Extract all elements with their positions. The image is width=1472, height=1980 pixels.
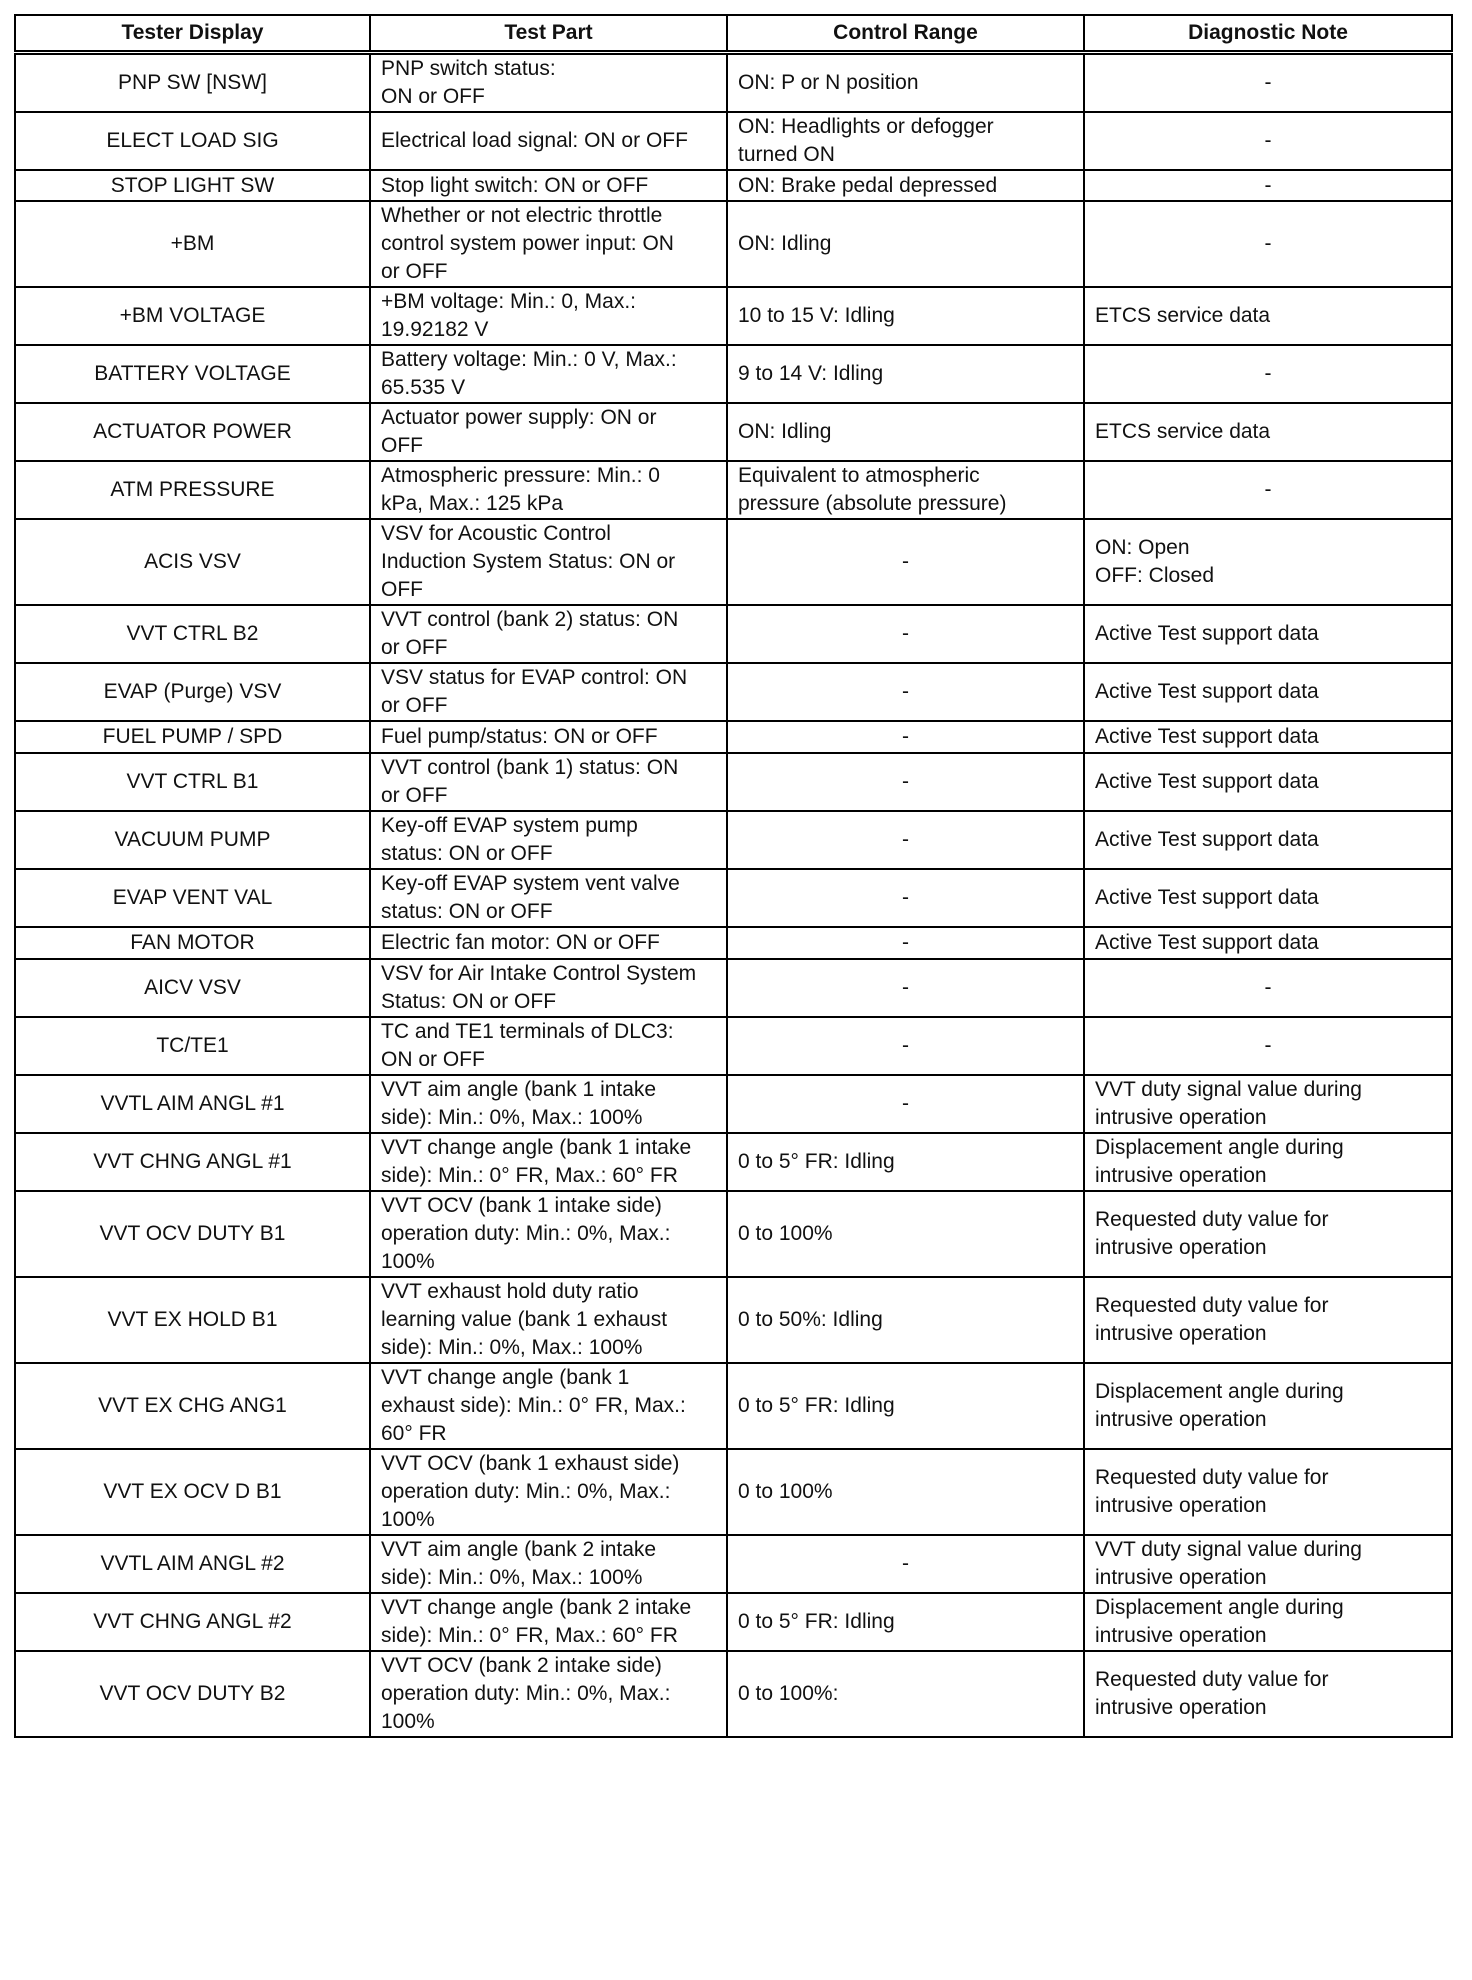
- test-part-cell: PNP switch status: ON or OFF: [370, 53, 727, 113]
- diagnostic-note-cell: ETCS service data: [1084, 403, 1452, 461]
- table-row: [15, 927, 1452, 959]
- test-part-cell: VVT change angle (bank 1 intake side): Min.: 0° FR, Max.: 60° FR: [370, 1133, 727, 1191]
- table-row: [15, 605, 1452, 663]
- control-range-cell: ON: Headlights or defogger turned ON: [727, 112, 1084, 170]
- diagnostic-note-cell: Requested duty value for intrusive operation: [1084, 1449, 1452, 1535]
- test-part-cell: Actuator power supply: ON or OFF: [370, 403, 727, 461]
- header-row: [15, 15, 1452, 53]
- test-part-cell: Electrical load signal: ON or OFF: [370, 112, 727, 170]
- diagnostic-note-cell: Active Test support data: [1084, 869, 1452, 927]
- test-part-cell: VVT OCV (bank 2 intake side) operation duty: Min.: 0%, Max.: 100%: [370, 1651, 727, 1737]
- diagnostic-note-cell: VVT duty signal value during intrusive operation: [1084, 1075, 1452, 1133]
- tester-display-cell: FUEL PUMP / SPD: [15, 721, 370, 753]
- test-part-cell: VSV for Air Intake Control System Status: ON or OFF: [370, 959, 727, 1017]
- control-range-cell: 9 to 14 V: Idling: [727, 345, 1084, 403]
- table-row: [15, 721, 1452, 753]
- table-row: [15, 112, 1452, 170]
- tester-display-cell: VVT CTRL B1: [15, 753, 370, 811]
- table-row: [15, 1277, 1452, 1363]
- control-range-cell: -: [727, 959, 1084, 1017]
- control-range-cell: -: [727, 753, 1084, 811]
- tester-display-cell: TC/TE1: [15, 1017, 370, 1075]
- table-row: [15, 461, 1452, 519]
- table-row: [15, 1449, 1452, 1535]
- diagnostic-note-cell: Active Test support data: [1084, 753, 1452, 811]
- diagnostic-note-cell: -: [1084, 201, 1452, 287]
- tester-display-cell: ATM PRESSURE: [15, 461, 370, 519]
- test-part-cell: Fuel pump/status: ON or OFF: [370, 721, 727, 753]
- control-range-cell: 0 to 5° FR: Idling: [727, 1133, 1084, 1191]
- diagnostic-note-cell: ON: Open OFF: Closed: [1084, 519, 1452, 605]
- tester-display-cell: EVAP (Purge) VSV: [15, 663, 370, 721]
- diagnostic-note-cell: Active Test support data: [1084, 811, 1452, 869]
- tester-display-cell: EVAP VENT VAL: [15, 869, 370, 927]
- diagnostic-note-cell: -: [1084, 345, 1452, 403]
- test-part-cell: Electric fan motor: ON or OFF: [370, 927, 727, 959]
- test-part-cell: TC and TE1 terminals of DLC3: ON or OFF: [370, 1017, 727, 1075]
- tester-display-cell: VVTL AIM ANGL #1: [15, 1075, 370, 1133]
- control-range-cell: ON: P or N position: [727, 53, 1084, 113]
- table-row: [15, 1651, 1452, 1737]
- table-row: [15, 1191, 1452, 1277]
- test-part-cell: Atmospheric pressure: Min.: 0 kPa, Max.: 125 kPa: [370, 461, 727, 519]
- table-row: [15, 170, 1452, 201]
- diagnostic-note-cell: Requested duty value for intrusive operation: [1084, 1191, 1452, 1277]
- control-range-cell: 0 to 5° FR: Idling: [727, 1593, 1084, 1651]
- tester-display-cell: PNP SW [NSW]: [15, 53, 370, 113]
- tester-display-cell: ACIS VSV: [15, 519, 370, 605]
- test-part-cell: Whether or not electric throttle control system power input: ON or OFF: [370, 201, 727, 287]
- control-range-cell: -: [727, 663, 1084, 721]
- data-list-table: [14, 14, 1453, 1738]
- table-row: [15, 201, 1452, 287]
- control-range-cell: 0 to 100%:: [727, 1651, 1084, 1737]
- table-row: [15, 1017, 1452, 1075]
- table-header: [15, 15, 1452, 53]
- control-range-cell: ON: Brake pedal depressed: [727, 170, 1084, 201]
- table-row: [15, 869, 1452, 927]
- tester-display-cell: VVTL AIM ANGL #2: [15, 1535, 370, 1593]
- header-test-part: Test Part: [370, 15, 727, 53]
- tester-display-cell: VVT OCV DUTY B1: [15, 1191, 370, 1277]
- diagnostic-note-cell: VVT duty signal value during intrusive operation: [1084, 1535, 1452, 1593]
- diagnostic-note-cell: -: [1084, 1017, 1452, 1075]
- test-part-cell: VVT control (bank 1) status: ON or OFF: [370, 753, 727, 811]
- control-range-cell: Equivalent to atmospheric pressure (absolute pressure): [727, 461, 1084, 519]
- table-row: [15, 403, 1452, 461]
- control-range-cell: -: [727, 1535, 1084, 1593]
- tester-display-cell: BATTERY VOLTAGE: [15, 345, 370, 403]
- header-tester-display: Tester Display: [15, 15, 370, 53]
- table-row: [15, 519, 1452, 605]
- tester-display-cell: ACTUATOR POWER: [15, 403, 370, 461]
- tester-display-cell: VVT EX OCV D B1: [15, 1449, 370, 1535]
- control-range-cell: 0 to 50%: Idling: [727, 1277, 1084, 1363]
- diagnostic-note-cell: Active Test support data: [1084, 927, 1452, 959]
- control-range-cell: ON: Idling: [727, 403, 1084, 461]
- header-control-range: Control Range: [727, 15, 1084, 53]
- diagnostic-note-cell: Displacement angle during intrusive operation: [1084, 1133, 1452, 1191]
- diagnostic-note-cell: ETCS service data: [1084, 287, 1452, 345]
- tester-display-cell: STOP LIGHT SW: [15, 170, 370, 201]
- table-row: [15, 811, 1452, 869]
- diagnostic-note-cell: -: [1084, 53, 1452, 113]
- table-row: [15, 1593, 1452, 1651]
- diagnostic-note-cell: Requested duty value for intrusive operation: [1084, 1277, 1452, 1363]
- diagnostic-note-cell: Requested duty value for intrusive operation: [1084, 1651, 1452, 1737]
- test-part-cell: VVT aim angle (bank 1 intake side): Min.: 0%, Max.: 100%: [370, 1075, 727, 1133]
- test-part-cell: VVT aim angle (bank 2 intake side): Min.: 0%, Max.: 100%: [370, 1535, 727, 1593]
- diagnostic-note-cell: -: [1084, 461, 1452, 519]
- control-range-cell: -: [727, 519, 1084, 605]
- tester-display-cell: VVT EX HOLD B1: [15, 1277, 370, 1363]
- tester-display-cell: FAN MOTOR: [15, 927, 370, 959]
- control-range-cell: 0 to 5° FR: Idling: [727, 1363, 1084, 1449]
- diagnostic-note-cell: Displacement angle during intrusive operation: [1084, 1593, 1452, 1651]
- table-row: [15, 53, 1452, 113]
- test-part-cell: VSV for Acoustic Control Induction System Status: ON or OFF: [370, 519, 727, 605]
- diagnostic-note-cell: Active Test support data: [1084, 663, 1452, 721]
- tester-display-cell: VVT CHNG ANGL #1: [15, 1133, 370, 1191]
- table-row: [15, 1535, 1452, 1593]
- test-part-cell: VVT OCV (bank 1 exhaust side) operation duty: Min.: 0%, Max.: 100%: [370, 1449, 727, 1535]
- table-row: [15, 287, 1452, 345]
- tester-display-cell: VVT CTRL B2: [15, 605, 370, 663]
- diagnostic-note-cell: Active Test support data: [1084, 721, 1452, 753]
- test-part-cell: VSV status for EVAP control: ON or OFF: [370, 663, 727, 721]
- control-range-cell: -: [727, 927, 1084, 959]
- diagnostic-note-cell: -: [1084, 170, 1452, 201]
- control-range-cell: 0 to 100%: [727, 1191, 1084, 1277]
- table-row: [15, 1133, 1452, 1191]
- test-part-cell: VVT OCV (bank 1 intake side) operation duty: Min.: 0%, Max.: 100%: [370, 1191, 727, 1277]
- test-part-cell: VVT control (bank 2) status: ON or OFF: [370, 605, 727, 663]
- table-row: [15, 1363, 1452, 1449]
- tester-display-cell: VVT OCV DUTY B2: [15, 1651, 370, 1737]
- table-row: [15, 753, 1452, 811]
- diagnostic-note-cell: Displacement angle during intrusive operation: [1084, 1363, 1452, 1449]
- control-range-cell: 0 to 100%: [727, 1449, 1084, 1535]
- tester-display-cell: VVT CHNG ANGL #2: [15, 1593, 370, 1651]
- control-range-cell: -: [727, 605, 1084, 663]
- test-part-cell: Battery voltage: Min.: 0 V, Max.: 65.535 V: [370, 345, 727, 403]
- test-part-cell: VVT change angle (bank 1 exhaust side): Min.: 0° FR, Max.: 60° FR: [370, 1363, 727, 1449]
- diagnostic-note-cell: Active Test support data: [1084, 605, 1452, 663]
- data-list-sheet: [14, 14, 1451, 1738]
- test-part-cell: VVT exhaust hold duty ratio learning value (bank 1 exhaust side): Min.: 0%, Max.: 100%: [370, 1277, 727, 1363]
- diagnostic-note-cell: -: [1084, 959, 1452, 1017]
- control-range-cell: -: [727, 1017, 1084, 1075]
- table-row: [15, 1075, 1452, 1133]
- table-row: [15, 959, 1452, 1017]
- tester-display-cell: AICV VSV: [15, 959, 370, 1017]
- diagnostic-note-cell: -: [1084, 112, 1452, 170]
- table-body: [15, 53, 1452, 1738]
- control-range-cell: -: [727, 869, 1084, 927]
- test-part-cell: Key-off EVAP system vent valve status: ON or OFF: [370, 869, 727, 927]
- tester-display-cell: VVT EX CHG ANG1: [15, 1363, 370, 1449]
- tester-display-cell: VACUUM PUMP: [15, 811, 370, 869]
- test-part-cell: Key-off EVAP system pump status: ON or OFF: [370, 811, 727, 869]
- tester-display-cell: +BM VOLTAGE: [15, 287, 370, 345]
- table-row: [15, 663, 1452, 721]
- control-range-cell: 10 to 15 V: Idling: [727, 287, 1084, 345]
- header-diagnostic-note: Diagnostic Note: [1084, 15, 1452, 53]
- control-range-cell: -: [727, 1075, 1084, 1133]
- test-part-cell: VVT change angle (bank 2 intake side): Min.: 0° FR, Max.: 60° FR: [370, 1593, 727, 1651]
- control-range-cell: -: [727, 721, 1084, 753]
- table-row: [15, 345, 1452, 403]
- test-part-cell: +BM voltage: Min.: 0, Max.: 19.92182 V: [370, 287, 727, 345]
- control-range-cell: -: [727, 811, 1084, 869]
- tester-display-cell: +BM: [15, 201, 370, 287]
- test-part-cell: Stop light switch: ON or OFF: [370, 170, 727, 201]
- tester-display-cell: ELECT LOAD SIG: [15, 112, 370, 170]
- control-range-cell: ON: Idling: [727, 201, 1084, 287]
